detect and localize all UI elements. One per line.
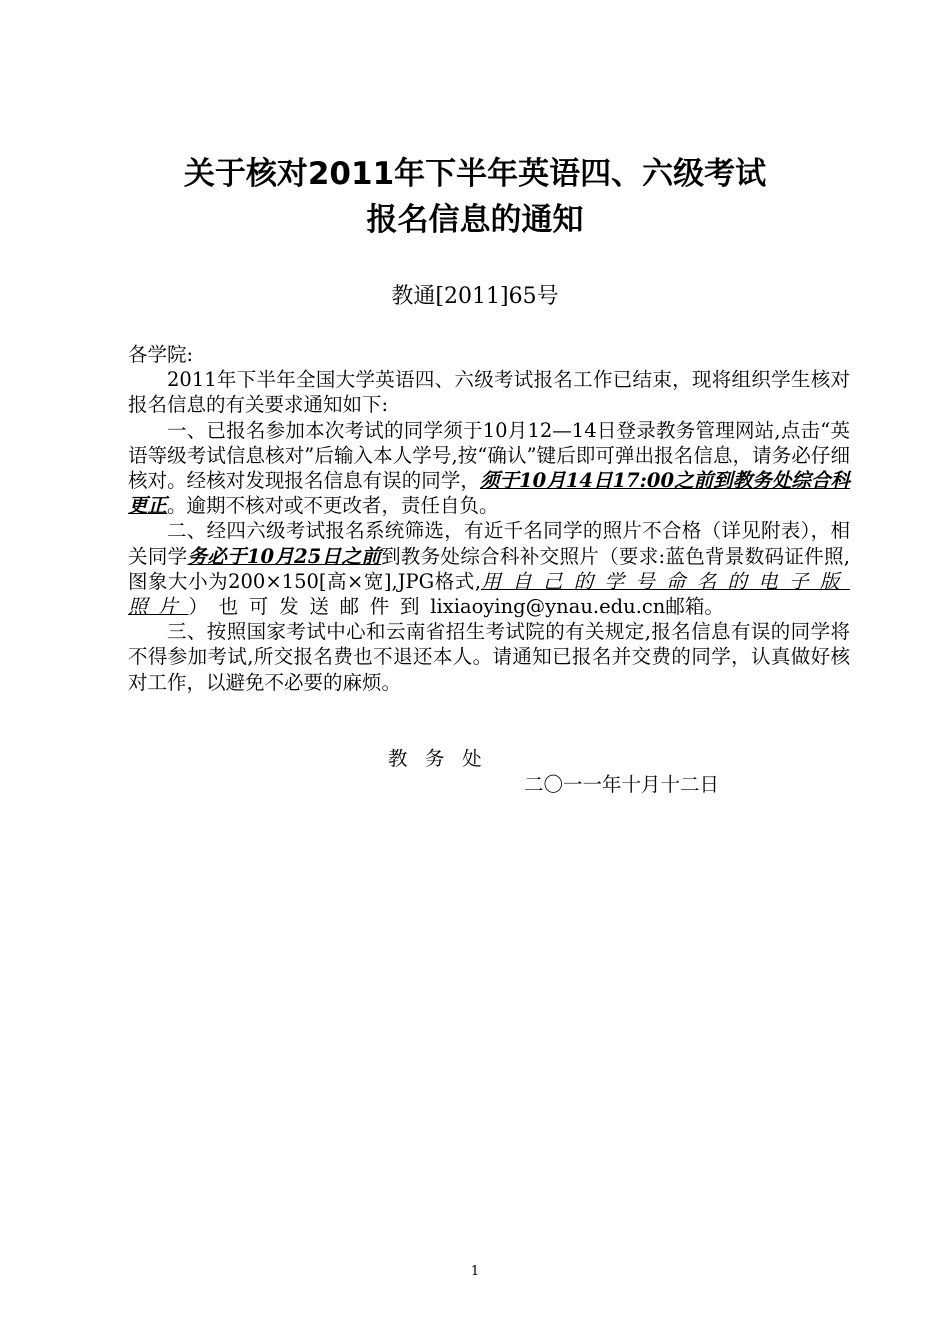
item-1-text-b: 。逾期不核对或不更改者，责任自负。 <box>167 494 499 518</box>
item-2-paragraph <box>128 518 850 619</box>
item-2-text-c: ）也可发送邮件到 <box>188 595 431 619</box>
item-2-photo-naming-note: 用自己的学号命名的电子版照片 <box>128 569 851 619</box>
document-body <box>128 342 850 695</box>
item-2-deadline-emphasis: 务必于10月25日之前 <box>187 544 382 568</box>
page-number: 1 <box>470 1264 480 1279</box>
item-3-paragraph: 三、按照国家考试中心和云南省招生考试院的有关规定,报名信息有误的同学将不得参加考试,所交报名费也不退还本人。请通知已报名并交费的同学，认真做好核对工作，以避免不必要的麻烦。 <box>128 620 850 694</box>
item-1-paragraph <box>128 418 850 519</box>
signature: 教务处 <box>388 747 500 770</box>
item-1-text-a: 一、已报名参加本次考试的同学须于10月12—14日登录教务管理网站,点击“英语等级考试信息核对”后输入本人学号,按“确认”键后即可弹出报名信息，请务必仔细核对。经核对发现报名信息有误的同学， <box>128 418 850 493</box>
intro-paragraph: 2011年下半年全国大学英语四、六级考试报名工作已结束，现将组织学生核对报名信息的有关要求通知如下: <box>128 368 850 417</box>
item-2-text-b: 到教务处综合科补交照片（要求:蓝色背景数码证件照,图象大小为200×150[高×宽],JPG格式, <box>128 544 850 593</box>
document-title-line-1: 关于核对2011年下半年英语四、六级考试 <box>183 156 767 192</box>
salutation: 各学院: <box>128 343 194 366</box>
item-2-email-text: lixiaoying@ynau.edu.cn邮箱。 <box>430 595 724 619</box>
issue-date: 二〇一一年十月十二日 <box>524 773 720 796</box>
document-number: 教通[2011]65号 <box>391 284 559 309</box>
document-title-line-2: 报名信息的通知 <box>366 202 584 238</box>
item-2-text-a: 二、经四六级考试报名系统筛选，有近千名同学的照片不合格（详见附表），相关同学 <box>128 519 850 568</box>
item-1-deadline-emphasis: 须于10月14日17:00之前到教务处综合科更正 <box>128 469 850 518</box>
